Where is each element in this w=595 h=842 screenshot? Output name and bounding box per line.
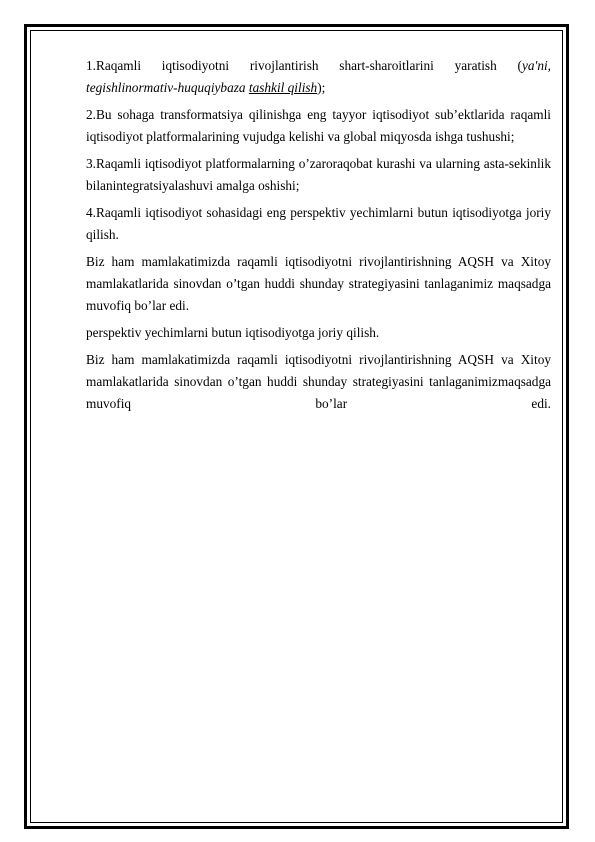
paragraph-3: 3.Raqamli iqtisodiyot platformalarning o’zaroraqobat kurashi va ularning asta-sekinlik bilanintegratsiyalashuvi amalga oshishi; (86, 156, 551, 193)
paragraph-1 (86, 55, 551, 99)
paragraph-6: perspektiv yechimlarni butun iqtisodiyotga joriy qilish. (86, 325, 380, 340)
paragraph-1-tail: ); (317, 80, 326, 95)
paragraph-7: Biz ham mamlakatimizda raqamli iqtisodiyotni rivojlantirishning AQSH va Xitoy mamlakatlarida sinovdan o’tgan huddi shunday strategiyasini tanlaganimizmaqsadga muvofiq bo’lar edi. (86, 352, 551, 411)
tashkil-qilish-link[interactable]: tashkil qilish (248, 80, 318, 95)
document-body (86, 55, 551, 420)
paragraph-5: Biz ham mamlakatimizda raqamli iqtisodiyotni rivojlantirishning AQSH va Xitoy mamlakatlarida sinovdan o’tgan huddi shunday strategiyasini tanlaganimiz maqsadga muvofiq bo’lar edi. (86, 254, 551, 313)
paragraph-4: 4.Raqamli iqtisodiyot sohasidagi eng perspektiv yechimlarni butun iqtisodiyotga joriy qilish. (86, 205, 551, 242)
paragraph-2: 2.Bu sohaga transformatsiya qilinishga eng tayyor iqtisodiyot sub’ektlarida raqamli iqtisodiyot platformalarining vujudga kelishi va global miqyosda ishga tushushi; (86, 107, 551, 144)
paragraph-1-italic: ya'ni, tegishlinormativ-huquqiybaza (86, 58, 551, 95)
paragraph-1-lead: 1.Raqamli iqtisodiyotni rivojlantirish shart-sharoitlarini yaratish ( (86, 58, 522, 73)
